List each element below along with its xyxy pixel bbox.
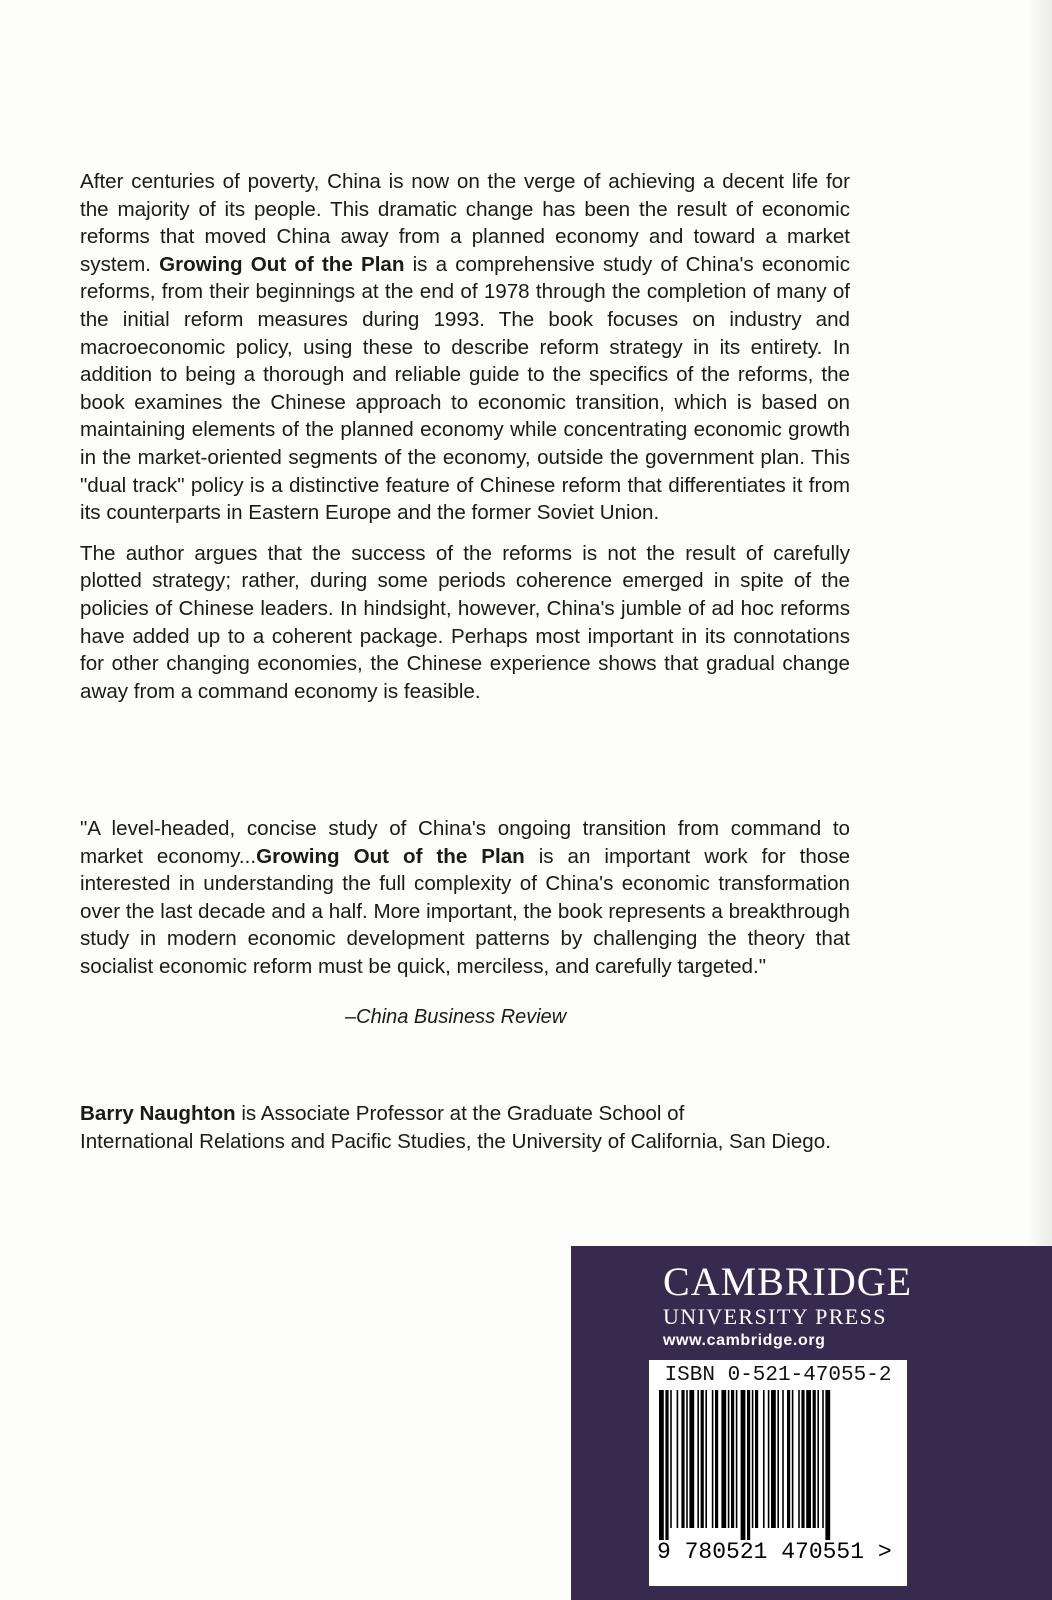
blurb-p1-start: After centuries of poverty, China is now on the verge of achieving a decent life for the majority of its people. This dramatic change has been the result of economic reforms that moved China away from a planned economy and toward a market system.	[80, 170, 850, 276]
barcode-bar	[825, 1390, 830, 1540]
barcode-bar	[787, 1390, 790, 1528]
review-quote	[80, 815, 850, 981]
barcode-bar	[689, 1390, 694, 1528]
barcode-bar	[813, 1390, 816, 1528]
barcode-bar	[801, 1390, 804, 1528]
barcode-bar	[822, 1390, 824, 1528]
barcode-bar	[792, 1390, 794, 1528]
publisher-subtitle: UNIVERSITY PRESS	[663, 1304, 887, 1329]
barcode-bar	[665, 1390, 668, 1540]
barcode-bar	[697, 1390, 699, 1528]
publisher-name: CAMBRIDGE	[663, 1259, 913, 1304]
barcode-bar	[752, 1390, 754, 1528]
isbn-box	[649, 1360, 907, 1586]
barcode-digits: 9 780521 470551 >	[657, 1539, 892, 1565]
barcode-bar	[728, 1390, 730, 1528]
publisher-url: www.cambridge.org	[663, 1332, 826, 1349]
publisher-panel	[571, 1246, 1052, 1600]
barcode-bar	[670, 1390, 672, 1528]
barcode-bar	[817, 1390, 819, 1528]
barcode-icon	[655, 1390, 901, 1580]
barcode-bar	[771, 1390, 776, 1528]
bio-line-2: International Relations and Pacific Studies, the University of California, San Diego.	[80, 1130, 831, 1153]
author-name-bold: Barry Naughton	[80, 1102, 236, 1125]
barcode-bar	[755, 1390, 758, 1528]
barcode-bar	[701, 1390, 704, 1528]
barcode-bar	[705, 1390, 707, 1528]
quote-end: is an important work for those interested in understanding the full complexity of China's economic transformation over the last decade and a half. More important, the book represents a breakthrough study in modern economic development patterns by challenging the theory that socialist economic reform must be quick, merciless, and carefully targeted."	[80, 844, 851, 978]
barcode-bar	[686, 1390, 688, 1528]
barcode-bar	[782, 1390, 784, 1528]
bio-line-1	[80, 1100, 870, 1128]
quote-attribution: –China Business Review	[345, 1006, 567, 1028]
barcode-bar	[806, 1390, 811, 1528]
barcode-bar	[747, 1390, 750, 1540]
quote-book-title-bold: Growing Out of the Plan	[256, 844, 525, 868]
quote-start: "A level-headed, concise study of China's ongoing transition from command to market economy...	[80, 817, 850, 868]
barcode-bar	[763, 1390, 765, 1528]
barcode-bar	[736, 1390, 738, 1528]
barcode-bar	[768, 1390, 770, 1528]
barcode-bar	[777, 1390, 779, 1528]
blurb-paragraph-1	[80, 168, 850, 527]
bio-line-1-text: is Associate Professor at the Graduate School of	[235, 1102, 685, 1125]
author-bio	[80, 1100, 870, 1156]
book-title-bold: Growing Out of the Plan	[159, 252, 405, 276]
barcode-bar	[721, 1390, 726, 1528]
quote-paragraph	[80, 815, 850, 981]
isbn-number: ISBN 0-521-47055-2	[664, 1364, 892, 1387]
barcode-bar	[712, 1390, 714, 1528]
barcode-bar	[798, 1390, 800, 1528]
barcode-bar	[677, 1390, 679, 1528]
barcode-bar	[715, 1390, 718, 1528]
barcode-bar	[731, 1390, 734, 1528]
blurb-p1-end: is a comprehensive study of China's economic reforms, from their beginnings at the end of 1978 through the completion of many of the initial reform measures during 1993. The book focuses on industry and macroeconomic policy, using these to describe reform strategy in its entirety. In addition to being a thorough and reliable guide to the specifics of the reforms, the book examines the Chinese approach to economic transition, which is based on maintaining elements of the planned economy while concentrating economic growth in the market-oriented segments of the economy, outside the government plan. This "dual track" policy is a distinctive feature of Chinese reform that differentiates it from its counterparts in Eastern Europe and the former Soviet Union.	[80, 252, 850, 525]
barcode-bar	[681, 1390, 684, 1528]
blurb-paragraph-2: The author argues that the success of the reforms is not the result of carefully plotted strategy; rather, during some periods coherence emerged in spite of the policies of Chinese leaders. In hindsight, however, China's jumble of ad hoc reforms have added up to a coherent package. Perhaps most important in its connotations for other changing economies, the Chinese experience shows that gradual change away from a command economy is feasible.	[80, 541, 850, 703]
description-blurb	[80, 168, 850, 705]
barcode-bar	[741, 1390, 746, 1540]
barcode-bar	[659, 1390, 664, 1540]
